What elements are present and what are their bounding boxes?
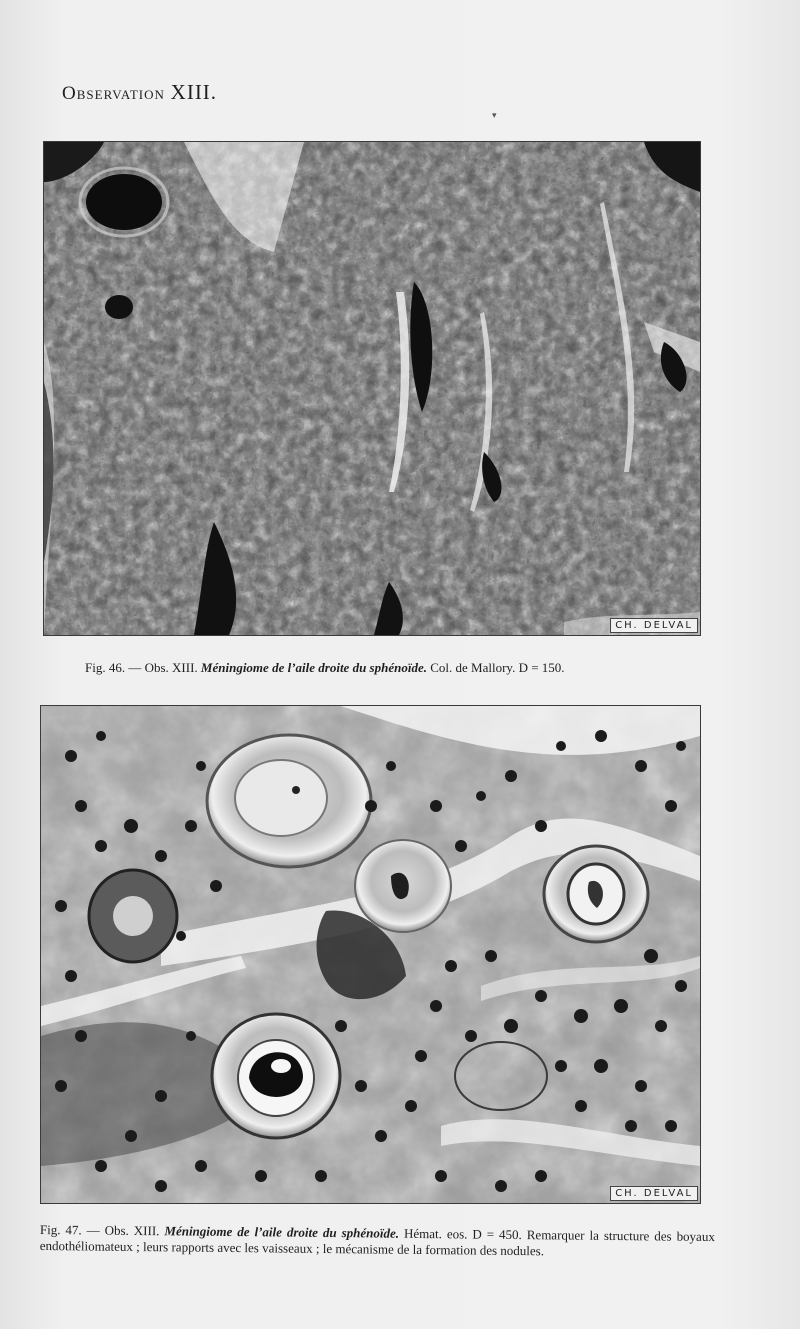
micrograph-fig-47-image (41, 706, 700, 1203)
micrograph-fig-46-image (44, 142, 700, 635)
caption-details: Hémat. eos. D = 450. Remarquer la structure des boyaux endothéliomateux ; leurs rapports avec les vaisseaux ; le mécanisme de la formation des nodules. (39, 1225, 715, 1259)
photo-credit: CH. DELVAL (610, 618, 698, 633)
caption-prefix: Fig. 47. — Obs. XIII. (39, 1222, 160, 1239)
caption-prefix: Fig. 46. — Obs. XIII. (85, 660, 198, 675)
micrograph-fig-47 (41, 706, 700, 1203)
micrograph-fig-46 (44, 142, 700, 635)
caption-details: Col. de Mallory. D = 150. (430, 660, 565, 675)
caption-title: Méningiome de l’aile droite du sphénoïde. (164, 1223, 400, 1241)
heading-number: XIII. (170, 80, 218, 104)
print-speck: ▾ (492, 110, 497, 120)
page-heading (62, 80, 217, 105)
heading-word: Observation (62, 83, 165, 104)
caption-title: Méningiome de l’aile droite du sphénoïde. (200, 660, 427, 675)
photo-credit: CH. DELVAL (610, 1186, 698, 1201)
figure-46-caption (85, 660, 705, 676)
